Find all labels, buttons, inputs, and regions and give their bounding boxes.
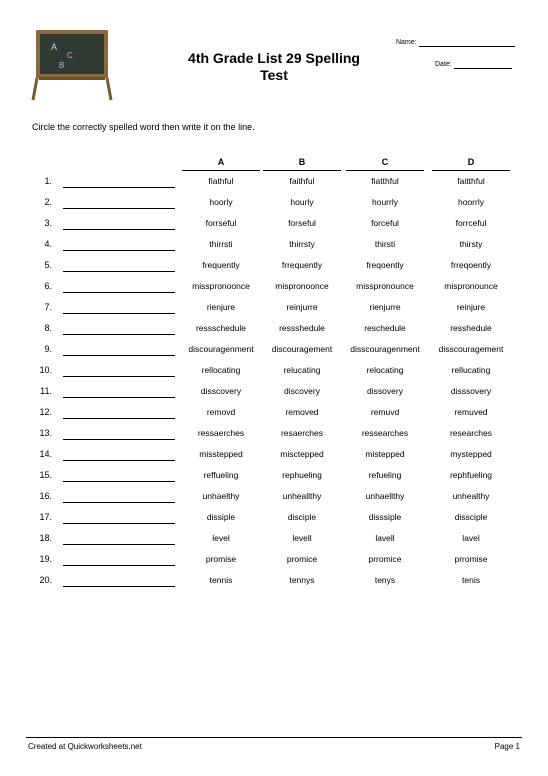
column-header-c: C [346, 157, 424, 171]
question-row [0, 552, 548, 573]
choice-b[interactable]: levell [292, 533, 312, 543]
choice-b[interactable]: reinjurre [286, 302, 318, 312]
choice-a[interactable]: reffueling [203, 470, 239, 480]
title-line-1: 4th Grade List 29 Spelling [188, 50, 360, 66]
question-number: 8. [44, 323, 52, 333]
question-row [0, 174, 548, 195]
choice-d[interactable]: frreqoently [450, 260, 492, 270]
choice-c[interactable]: forceful [371, 218, 399, 228]
answer-blank-line[interactable] [63, 229, 175, 230]
choice-a[interactable]: removd [206, 407, 236, 417]
question-number: 2. [44, 197, 52, 207]
answer-blank-line[interactable] [63, 376, 175, 377]
answer-blank-line[interactable] [63, 586, 175, 587]
answer-blank-line[interactable] [63, 250, 175, 251]
column-header-a: A [182, 157, 260, 171]
question-row [0, 489, 548, 510]
question-row [0, 321, 548, 342]
choice-d[interactable]: reinjure [456, 302, 486, 312]
choice-a[interactable]: misstepped [199, 449, 243, 459]
choice-d[interactable]: unhealthy [452, 491, 490, 501]
choice-a[interactable]: tennis [209, 575, 233, 585]
worksheet-title [150, 50, 398, 84]
choice-b[interactable]: faithful [289, 176, 315, 186]
footer-page-number: Page 1 [494, 742, 520, 751]
choice-d[interactable]: lavel [462, 533, 480, 543]
question-number: 3. [44, 218, 52, 228]
choice-b[interactable]: resaerches [280, 428, 324, 438]
instructions-text: Circle the correctly spelled word then write it on the line. [32, 122, 255, 132]
choice-a[interactable]: level [212, 533, 230, 543]
svg-text:C: C [67, 51, 73, 60]
question-row [0, 531, 548, 552]
question-number: 20. [39, 575, 52, 585]
question-row [0, 258, 548, 279]
choice-d[interactable]: hoorrly [458, 197, 484, 207]
question-row [0, 384, 548, 405]
question-row [0, 363, 548, 384]
choice-b[interactable]: discovery [284, 386, 320, 396]
choice-a[interactable]: misspronoonce [192, 281, 250, 291]
choice-c[interactable]: lavell [375, 533, 395, 543]
question-number: 1. [44, 176, 52, 186]
question-number: 11. [40, 386, 52, 396]
choice-a[interactable]: thirrsti [209, 239, 233, 249]
choice-b[interactable]: thirrsty [289, 239, 315, 249]
choice-a[interactable]: frequently [202, 260, 240, 270]
choice-c[interactable]: remuvd [370, 407, 400, 417]
choice-d[interactable]: disssovery [450, 386, 492, 396]
choice-a[interactable]: dissiple [206, 512, 236, 522]
column-header-b: B [263, 157, 341, 171]
choice-d[interactable]: faitthful [457, 176, 485, 186]
choice-d[interactable]: researches [449, 428, 493, 438]
choice-a[interactable]: promise [205, 554, 237, 564]
name-field[interactable] [396, 38, 516, 47]
question-number: 9. [44, 344, 52, 354]
question-number: 6. [44, 281, 52, 291]
name-label: Name: [396, 39, 417, 46]
date-label: Date: [435, 61, 452, 68]
question-row [0, 216, 548, 237]
title-line-2: Test [260, 67, 288, 83]
question-row [0, 573, 548, 594]
choice-c[interactable]: misspronounce [356, 281, 414, 291]
choice-c[interactable]: fiatthful [371, 176, 399, 186]
question-row [0, 300, 548, 321]
choice-b[interactable]: discouragement [271, 344, 333, 354]
choice-c[interactable]: prromice [368, 554, 402, 564]
question-number: 17. [39, 512, 52, 522]
choice-d[interactable]: thirsty [459, 239, 483, 249]
choice-c[interactable]: freqoently [366, 260, 404, 270]
answer-blank-line[interactable] [63, 565, 175, 566]
question-row [0, 510, 548, 531]
answer-blank-line[interactable] [63, 313, 175, 314]
answer-blank-line[interactable] [63, 355, 175, 356]
question-row [0, 342, 548, 363]
choice-d[interactable]: dissciple [454, 512, 488, 522]
answer-blank-line[interactable] [63, 397, 175, 398]
choice-b[interactable]: rephueling [282, 470, 322, 480]
choice-c[interactable]: disscouragenment [350, 344, 420, 354]
question-number: 14. [39, 449, 52, 459]
choice-b[interactable]: tennys [289, 575, 315, 585]
choice-c[interactable]: hourrly [372, 197, 398, 207]
answer-blank-line[interactable] [63, 544, 175, 545]
answer-blank-line[interactable] [63, 208, 175, 209]
question-row [0, 447, 548, 468]
choice-d[interactable]: remuved [454, 407, 488, 417]
choice-d[interactable]: tenis [462, 575, 480, 585]
choice-a[interactable]: forrseful [205, 218, 237, 228]
choice-a[interactable]: ressschedule [195, 323, 247, 333]
chalkboard-icon [31, 28, 113, 102]
answer-blank-line[interactable] [63, 502, 175, 503]
footer-credit: Created at Quickworksheets.net [28, 742, 142, 751]
svg-text:B: B [59, 61, 65, 70]
choice-c[interactable]: dissovery [367, 386, 403, 396]
date-field[interactable] [435, 60, 515, 69]
choice-a[interactable]: discouragenment [188, 344, 254, 354]
question-number: 13. [39, 428, 52, 438]
choice-c[interactable]: relocating [366, 365, 404, 375]
choice-b[interactable]: relucating [283, 365, 321, 375]
choice-c[interactable]: refueling [368, 470, 402, 480]
choice-c[interactable]: unhaellthy [365, 491, 405, 501]
choice-d[interactable]: disscouragement [438, 344, 504, 354]
answer-blank-line[interactable] [63, 292, 175, 293]
choice-c[interactable]: rienjurre [369, 302, 401, 312]
choice-b[interactable]: forseful [288, 218, 316, 228]
question-number: 4. [44, 239, 52, 249]
question-number: 10. [39, 365, 52, 375]
question-row [0, 405, 548, 426]
choice-d[interactable]: prromise [454, 554, 488, 564]
question-number: 7. [44, 302, 52, 312]
choice-d[interactable]: mispronounce [444, 281, 498, 291]
choice-b[interactable]: mispronoonce [275, 281, 329, 291]
choice-d[interactable]: mystepped [450, 449, 492, 459]
answer-blank-line[interactable] [63, 334, 175, 335]
answer-blank-line[interactable] [63, 460, 175, 461]
choice-a[interactable]: ressaerches [197, 428, 245, 438]
footer-divider [26, 737, 522, 738]
choice-d[interactable]: rellucating [451, 365, 491, 375]
answer-blank-line[interactable] [63, 523, 175, 524]
question-number: 12. [39, 407, 52, 417]
choice-a[interactable]: unhaelthy [202, 491, 240, 501]
choice-b[interactable]: disciple [287, 512, 317, 522]
answer-blank-line[interactable] [63, 439, 175, 440]
answer-blank-line[interactable] [63, 271, 175, 272]
choice-c[interactable]: mistepped [365, 449, 405, 459]
choice-b[interactable]: promice [286, 554, 318, 564]
answer-blank-line[interactable] [63, 481, 175, 482]
choice-d[interactable]: forrceful [455, 218, 487, 228]
choice-a[interactable]: disscovery [200, 386, 242, 396]
choice-c[interactable]: thirsti [374, 239, 396, 249]
choice-b[interactable]: misctepped [280, 449, 324, 459]
choice-a[interactable]: fiathful [208, 176, 234, 186]
question-row [0, 279, 548, 300]
choice-b[interactable]: frrequently [281, 260, 323, 270]
svg-text:A: A [51, 42, 58, 52]
choice-c[interactable]: tenys [374, 575, 396, 585]
question-number: 19. [39, 554, 52, 564]
answer-blank-line[interactable] [63, 187, 175, 188]
answer-blank-line[interactable] [63, 418, 175, 419]
choice-a[interactable]: hoorly [209, 197, 233, 207]
choice-c[interactable]: ressearches [361, 428, 409, 438]
question-number: 18. [39, 533, 52, 543]
choice-c[interactable]: disssiple [368, 512, 402, 522]
choice-a[interactable]: rienjure [206, 302, 236, 312]
question-row [0, 426, 548, 447]
question-number: 16. [39, 491, 52, 501]
column-header-d: D [432, 157, 510, 171]
choice-b[interactable]: unheallthy [282, 491, 322, 501]
choice-c[interactable]: reschedule [364, 323, 406, 333]
choice-d[interactable]: rephfueling [449, 470, 493, 480]
question-row [0, 195, 548, 216]
choice-d[interactable]: resshedule [450, 323, 492, 333]
choice-b[interactable]: ressshedule [279, 323, 325, 333]
choice-a[interactable]: rellocating [201, 365, 241, 375]
question-row [0, 468, 548, 489]
question-number: 15. [39, 470, 52, 480]
date-blank-line[interactable] [454, 61, 512, 69]
question-row [0, 237, 548, 258]
name-blank-line[interactable] [419, 39, 515, 47]
question-number: 5. [44, 260, 52, 270]
choice-b[interactable]: hourly [290, 197, 314, 207]
choice-b[interactable]: removed [285, 407, 319, 417]
